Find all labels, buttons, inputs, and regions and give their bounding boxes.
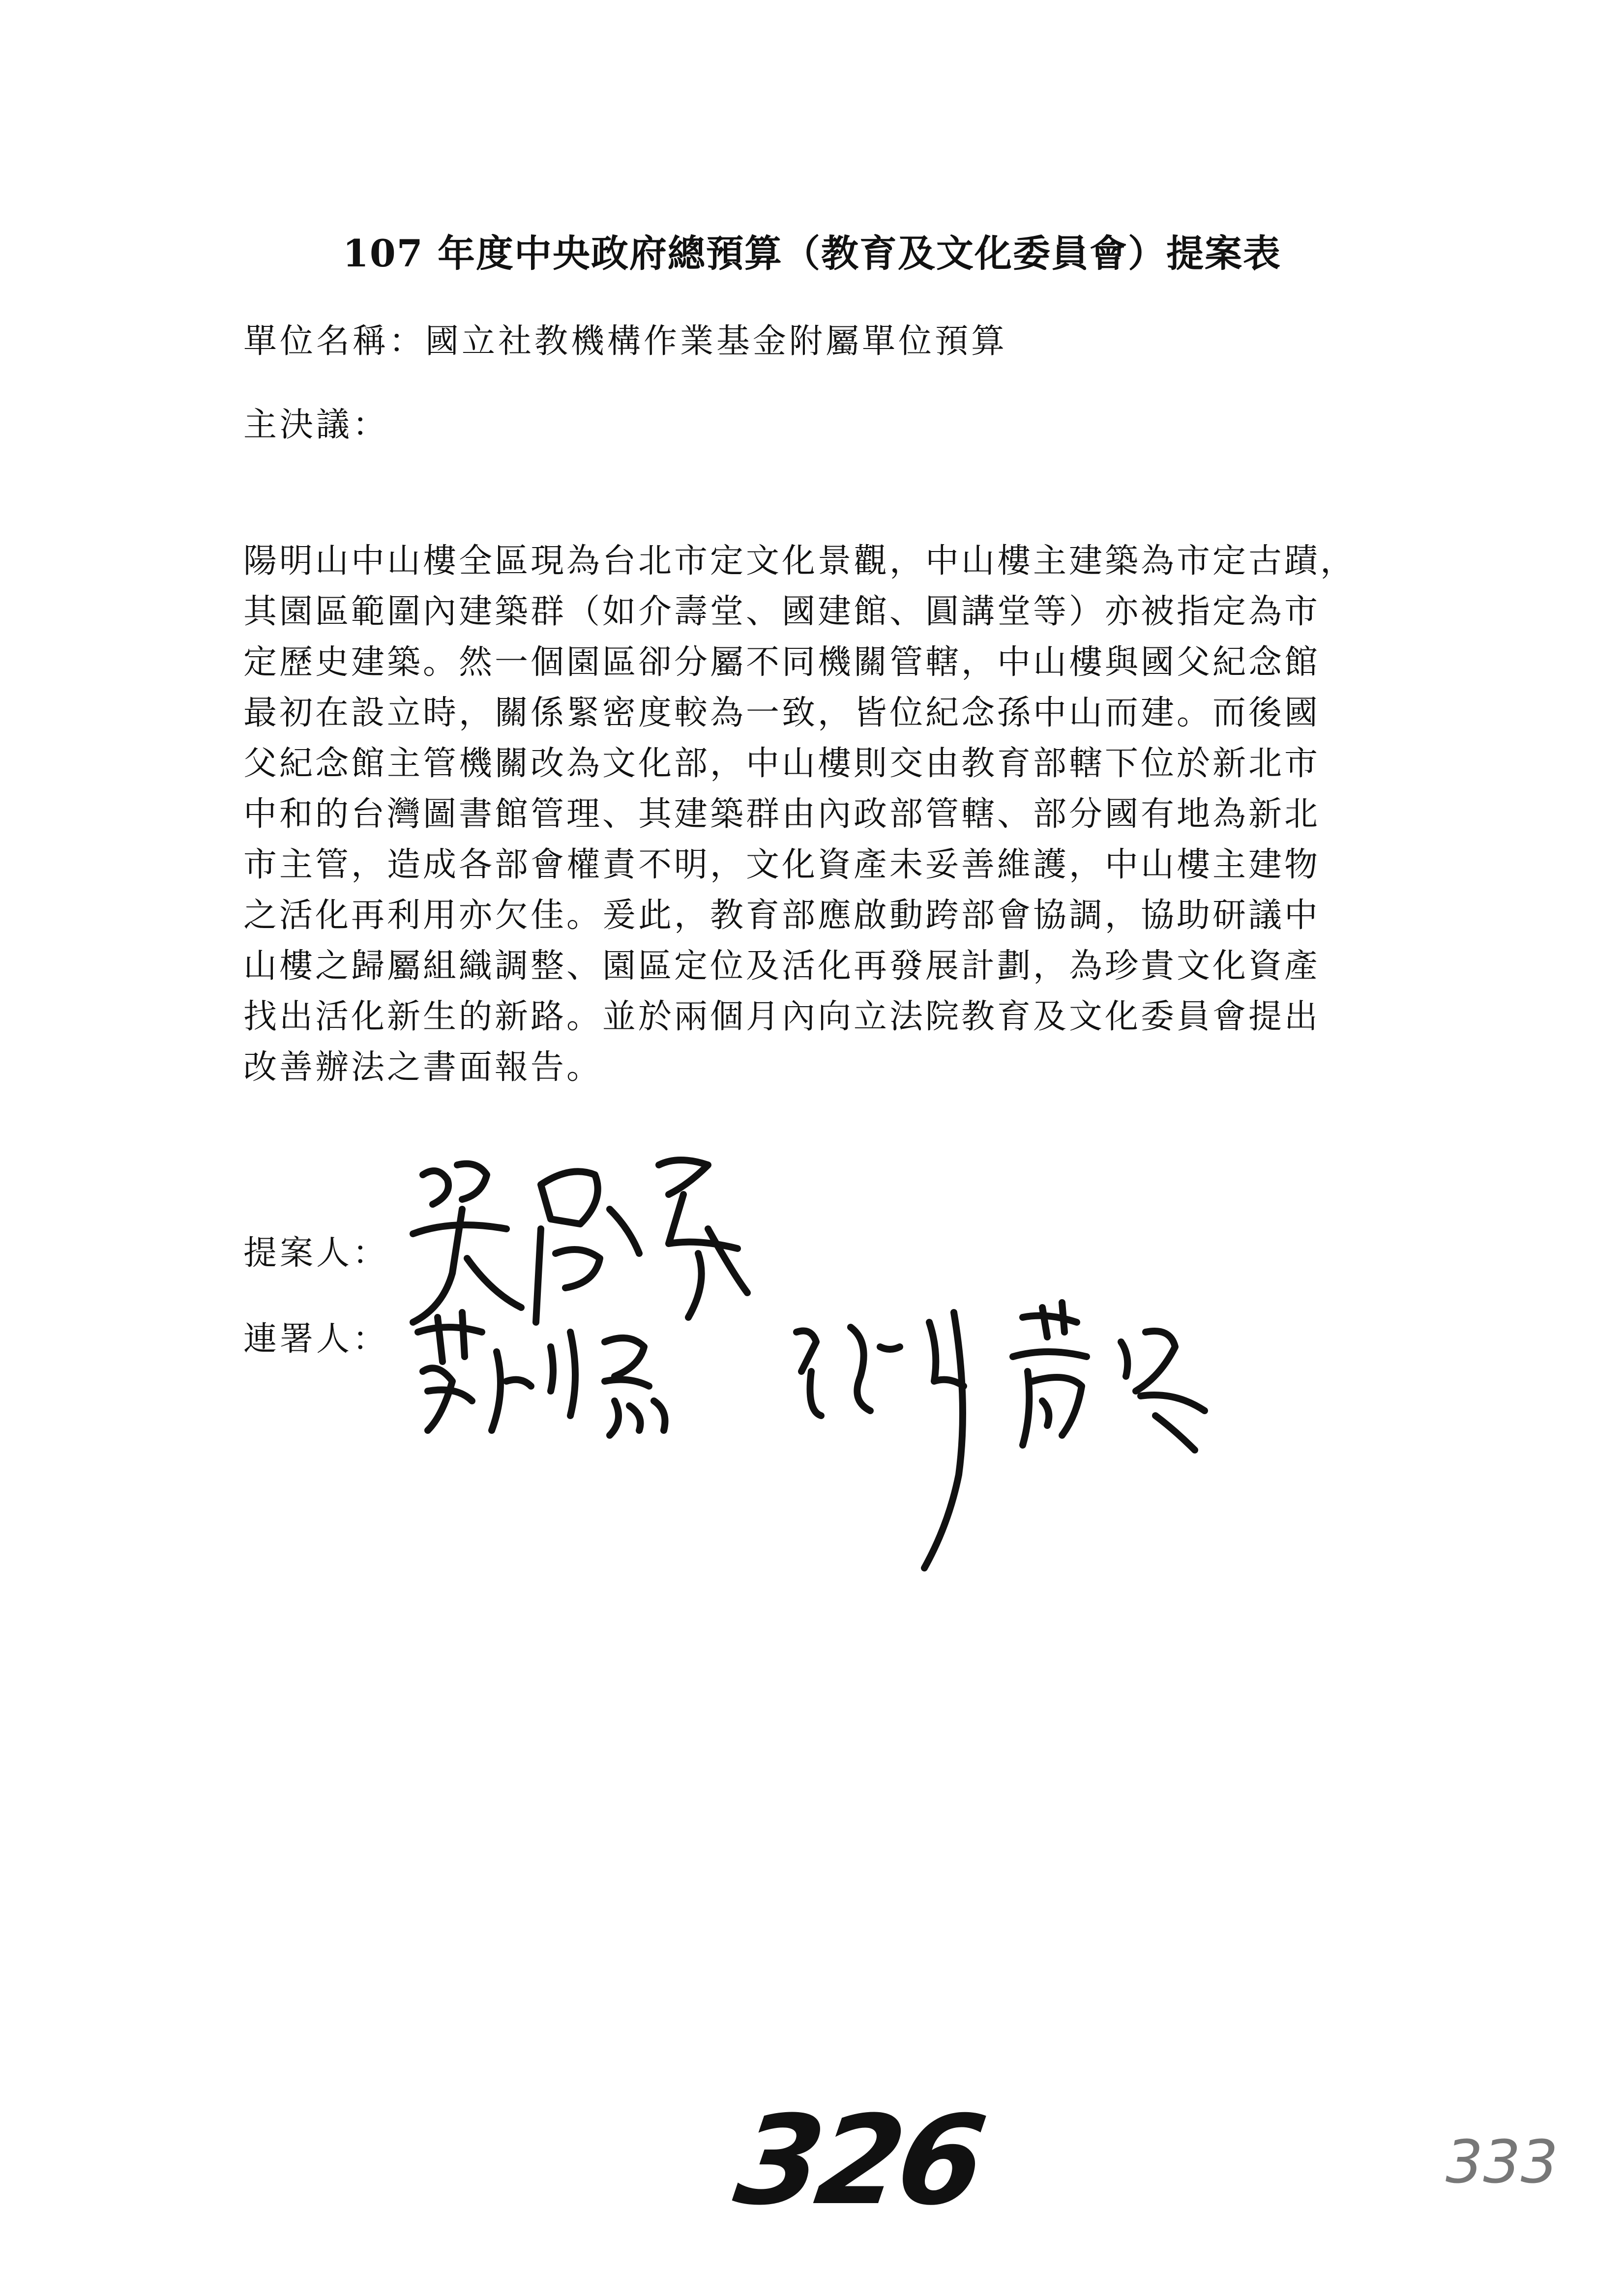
unit-name-line: 單位名稱：國立社教機構作業基金附屬單位預算	[243, 322, 1008, 361]
body-line: 找出活化新生的新路。並於兩個月內向立法院教育及文化委員會提出	[243, 997, 1321, 1036]
body-line: 定歷史建築。然一個園區卻分屬不同機關管轄，中山樓與國父紀念館	[243, 643, 1321, 682]
body-line: 最初在設立時，關係緊密度較為一致，皆位紀念孫中山而建。而後國	[243, 694, 1321, 732]
body-line: 改善辦法之書面報告。	[243, 1048, 603, 1087]
handwritten-page-number: 326	[727, 2089, 990, 2232]
handwritten-corner-number: 333	[1446, 2128, 1559, 2197]
cosigner-label: 連署人：	[243, 1320, 389, 1359]
body-line: 之活化再利用亦欠佳。爰此，教育部應啟動跨部會協調，協助研議中	[243, 896, 1321, 935]
resolution-body	[243, 536, 1394, 1093]
body-line: 中和的台灣圖書館管理、其建築群由內政部管轄、部分國有地為新北	[243, 795, 1321, 834]
proposer-label: 提案人：	[243, 1234, 389, 1273]
body-line: 市主管，造成各部會權責不明，文化資產未妥善維護，中山樓主建物	[243, 845, 1321, 884]
document-title: 107 年度中央政府總預算（教育及文化委員會）提案表	[342, 232, 1282, 275]
body-line: 父紀念館主管機關改為文化部，中山樓則交由教育部轄下位於新北市	[243, 744, 1321, 783]
body-line: 陽明山中山樓全區現為台北市定文化景觀，中山樓主建築為市定古蹟，	[243, 542, 1357, 581]
main-resolution-label: 主決議：	[243, 406, 389, 444]
body-line: 山樓之歸屬組織調整、園區定位及活化再發展計劃，為珍貴文化資產	[243, 947, 1321, 986]
cosigner-signatures	[408, 1303, 1269, 1578]
body-line: 其園區範圍內建築群（如介壽堂、國建館、圓講堂等）亦被指定為市	[243, 592, 1321, 631]
